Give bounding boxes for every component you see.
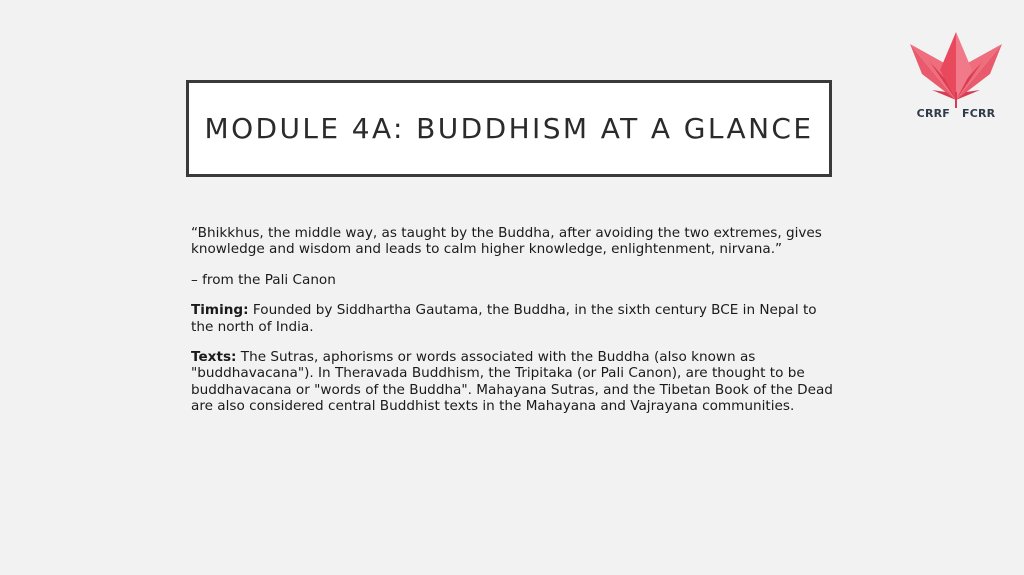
texts-text: The Sutras, aphorisms or words associated with the Buddha (also known as "buddhavacana"). In Theravada Buddhism, the Tripitaka (or Pali Canon), are thought to be buddhavacana or "words of the Buddha". Mahayana Sutras, and the Tibetan Book of the Dead are also considered central Buddhist texts in the Mahayana and Vajrayana communities. (191, 349, 833, 415)
buddha-quote: “Bhikkhus, the middle way, as taught by the Buddha, after avoiding the two extremes, gives knowledge and wisdom and leads to calm higher knowledge, enlightenment, nirvana.” (191, 225, 822, 258)
logo-text (906, 107, 1006, 120)
timing-label: Timing: (191, 302, 249, 319)
crrf-logo (906, 30, 1006, 125)
texts-label: Texts: (191, 349, 237, 366)
logo-text-crrf: CRRF (916, 107, 950, 120)
texts-paragraph (191, 349, 836, 415)
logo-text-fcrr: FCRR (962, 107, 996, 120)
timing-paragraph (191, 302, 836, 335)
content-body (191, 225, 836, 429)
quote-source: – from the Pali Canon (191, 271, 336, 288)
timing-text: Founded by Siddhartha Gautama, the Buddha, in the sixth century BCE in Nepal to the north of India. (191, 302, 817, 335)
maple-leaf-icon (906, 30, 1006, 108)
title-box (186, 80, 832, 177)
slide-title: MODULE 4A: BUDDHISM AT A GLANCE (204, 112, 814, 145)
